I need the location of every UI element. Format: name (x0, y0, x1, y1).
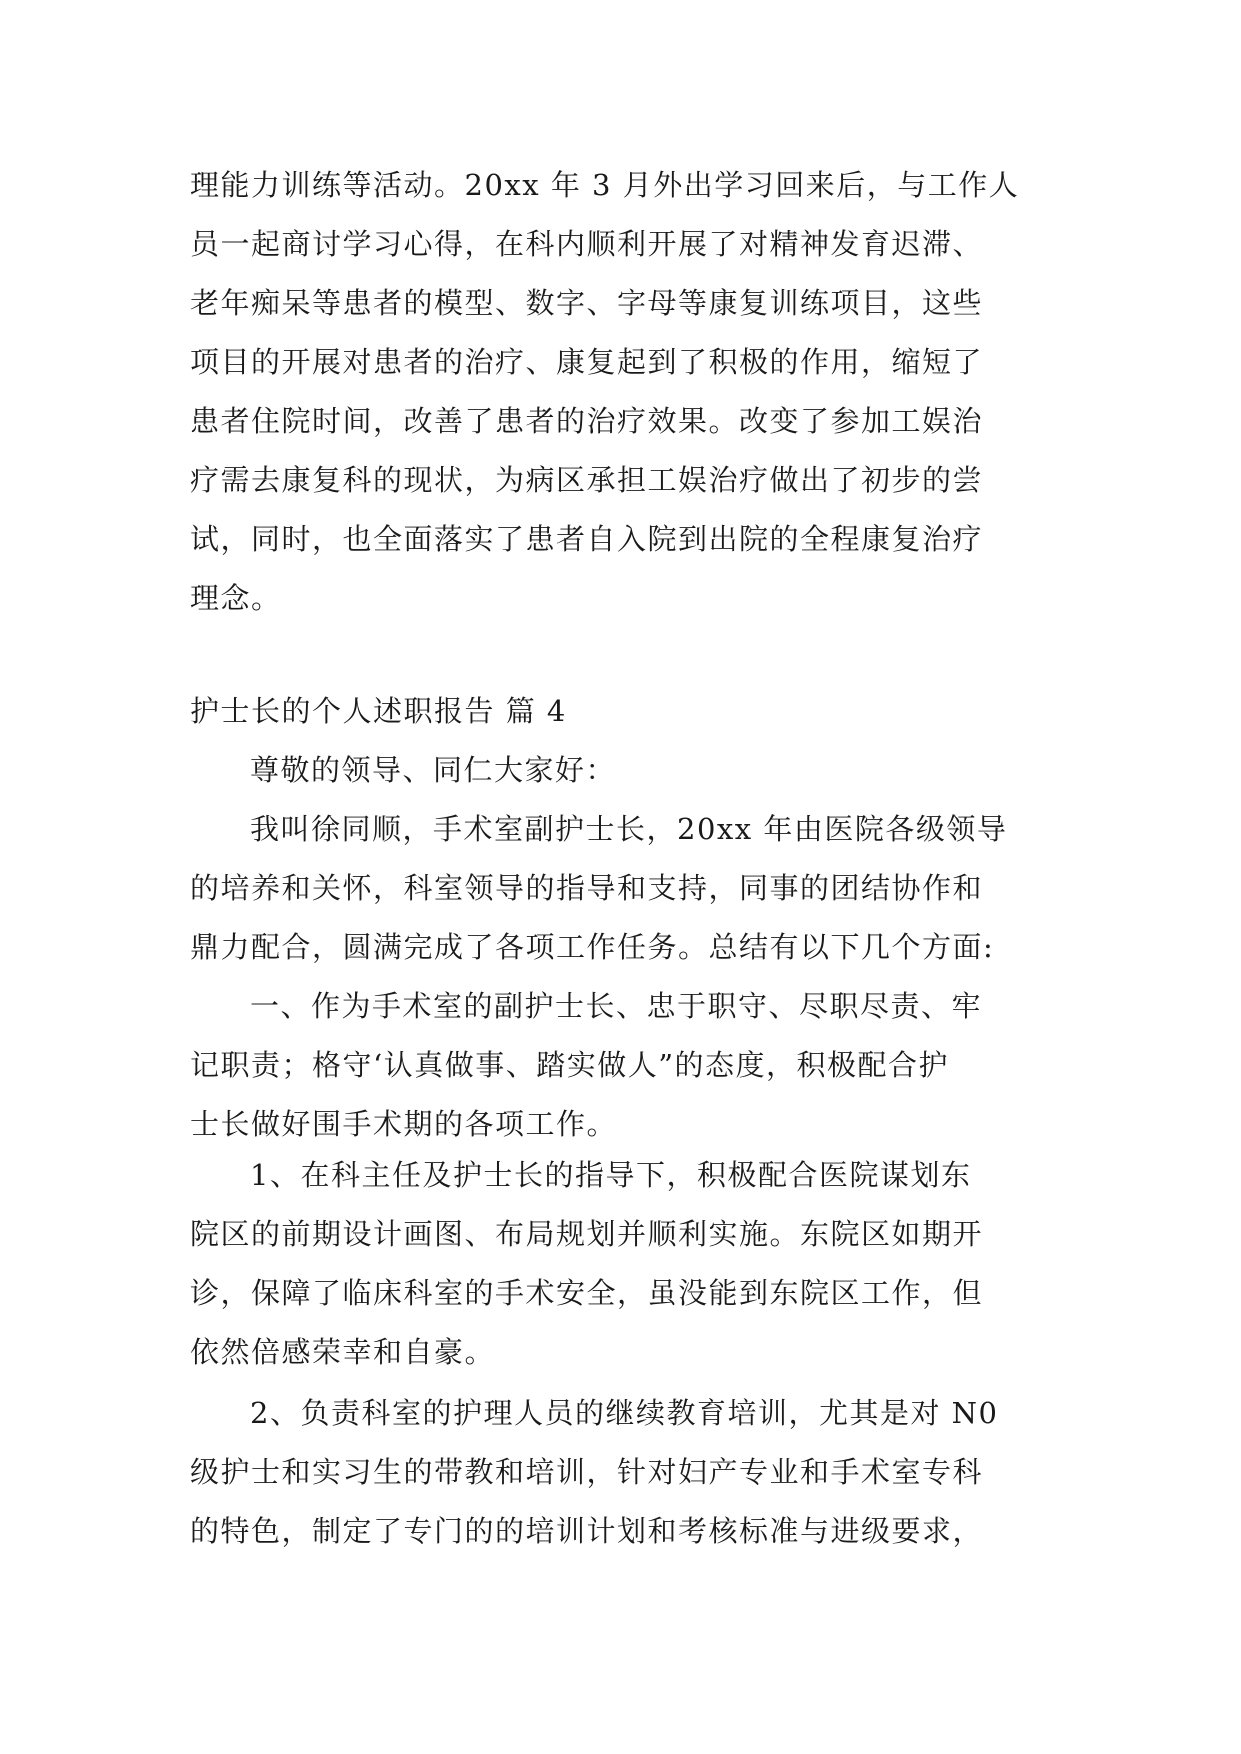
point-one-line: 一、作为手术室的副护士长、忠于职守、尽职尽责、牢 (250, 989, 983, 1023)
paragraph-line: 项目的开展对患者的治疗、康复起到了积极的作用，缩短了 (190, 345, 984, 379)
paragraph-line: 理念。 (190, 581, 282, 615)
paragraph-line: 员一起商讨学习心得，在科内顺利开展了对精神发育迟滞、 (190, 227, 984, 261)
point-one-line: 士长做好围手术期的各项工作。 (190, 1107, 618, 1141)
item-two-line: 级护士和实习生的带教和培训，针对妇产专业和手术室专科 (190, 1455, 984, 1489)
paragraph-line: 老年痴呆等患者的模型、数字、字母等康复训练项目，这些 (190, 286, 984, 320)
item-one-line: 依然倍感荣幸和自豪。 (190, 1335, 496, 1369)
paragraph-line: 患者住院时间，改善了患者的治疗效果。改变了参加工娱治 (190, 404, 984, 438)
intro-line: 鼎力配合，圆满完成了各项工作任务。总结有以下几个方面: (190, 930, 995, 964)
item-one-paragraph (190, 1146, 1070, 1382)
point-one-line: 记职责；格守‘认真做事、踏实做人”的态度，积极配合护 (190, 1048, 950, 1082)
item-one-line: 院区的前期设计画图、布局规划并顺利实施。东院区如期开 (190, 1217, 984, 1251)
continuation-paragraph (190, 156, 1070, 628)
item-two-paragraph (190, 1384, 1070, 1561)
item-one-line: 诊，保障了临床科室的手术安全，虽没能到东院区工作，但 (190, 1276, 984, 1310)
item-two-line: 的特色，制定了专门的的培训计划和考核标准与进级要求， (190, 1514, 984, 1548)
greeting-line: 尊敬的领导、同仁大家好： (250, 753, 617, 787)
paragraph-line: 疗需去康复科的现状，为病区承担工娱治疗做出了初步的尝 (190, 463, 984, 497)
item-two-line: 2、负责科室的护理人员的继续教育培训，尤其是对 N0 (250, 1396, 999, 1430)
item-one-line: 1、在科主任及护士长的指导下，积极配合医院谋划东 (250, 1158, 972, 1192)
paragraph-line: 理能力训练等活动。20xx 年 3 月外出学习回来后，与工作人 (190, 168, 1020, 202)
report-section (190, 682, 1070, 1154)
intro-line: 我叫徐同顺，手术室副护士长，20xx 年由医院各级领导 (250, 812, 1008, 846)
paragraph-line: 试，同时，也全面落实了患者自入院到出院的全程康复治疗 (190, 522, 984, 556)
section-title: 护士长的个人述职报告 篇 4 (190, 694, 567, 728)
intro-line: 的培养和关怀，科室领导的指导和支持，同事的团结协作和 (190, 871, 984, 905)
